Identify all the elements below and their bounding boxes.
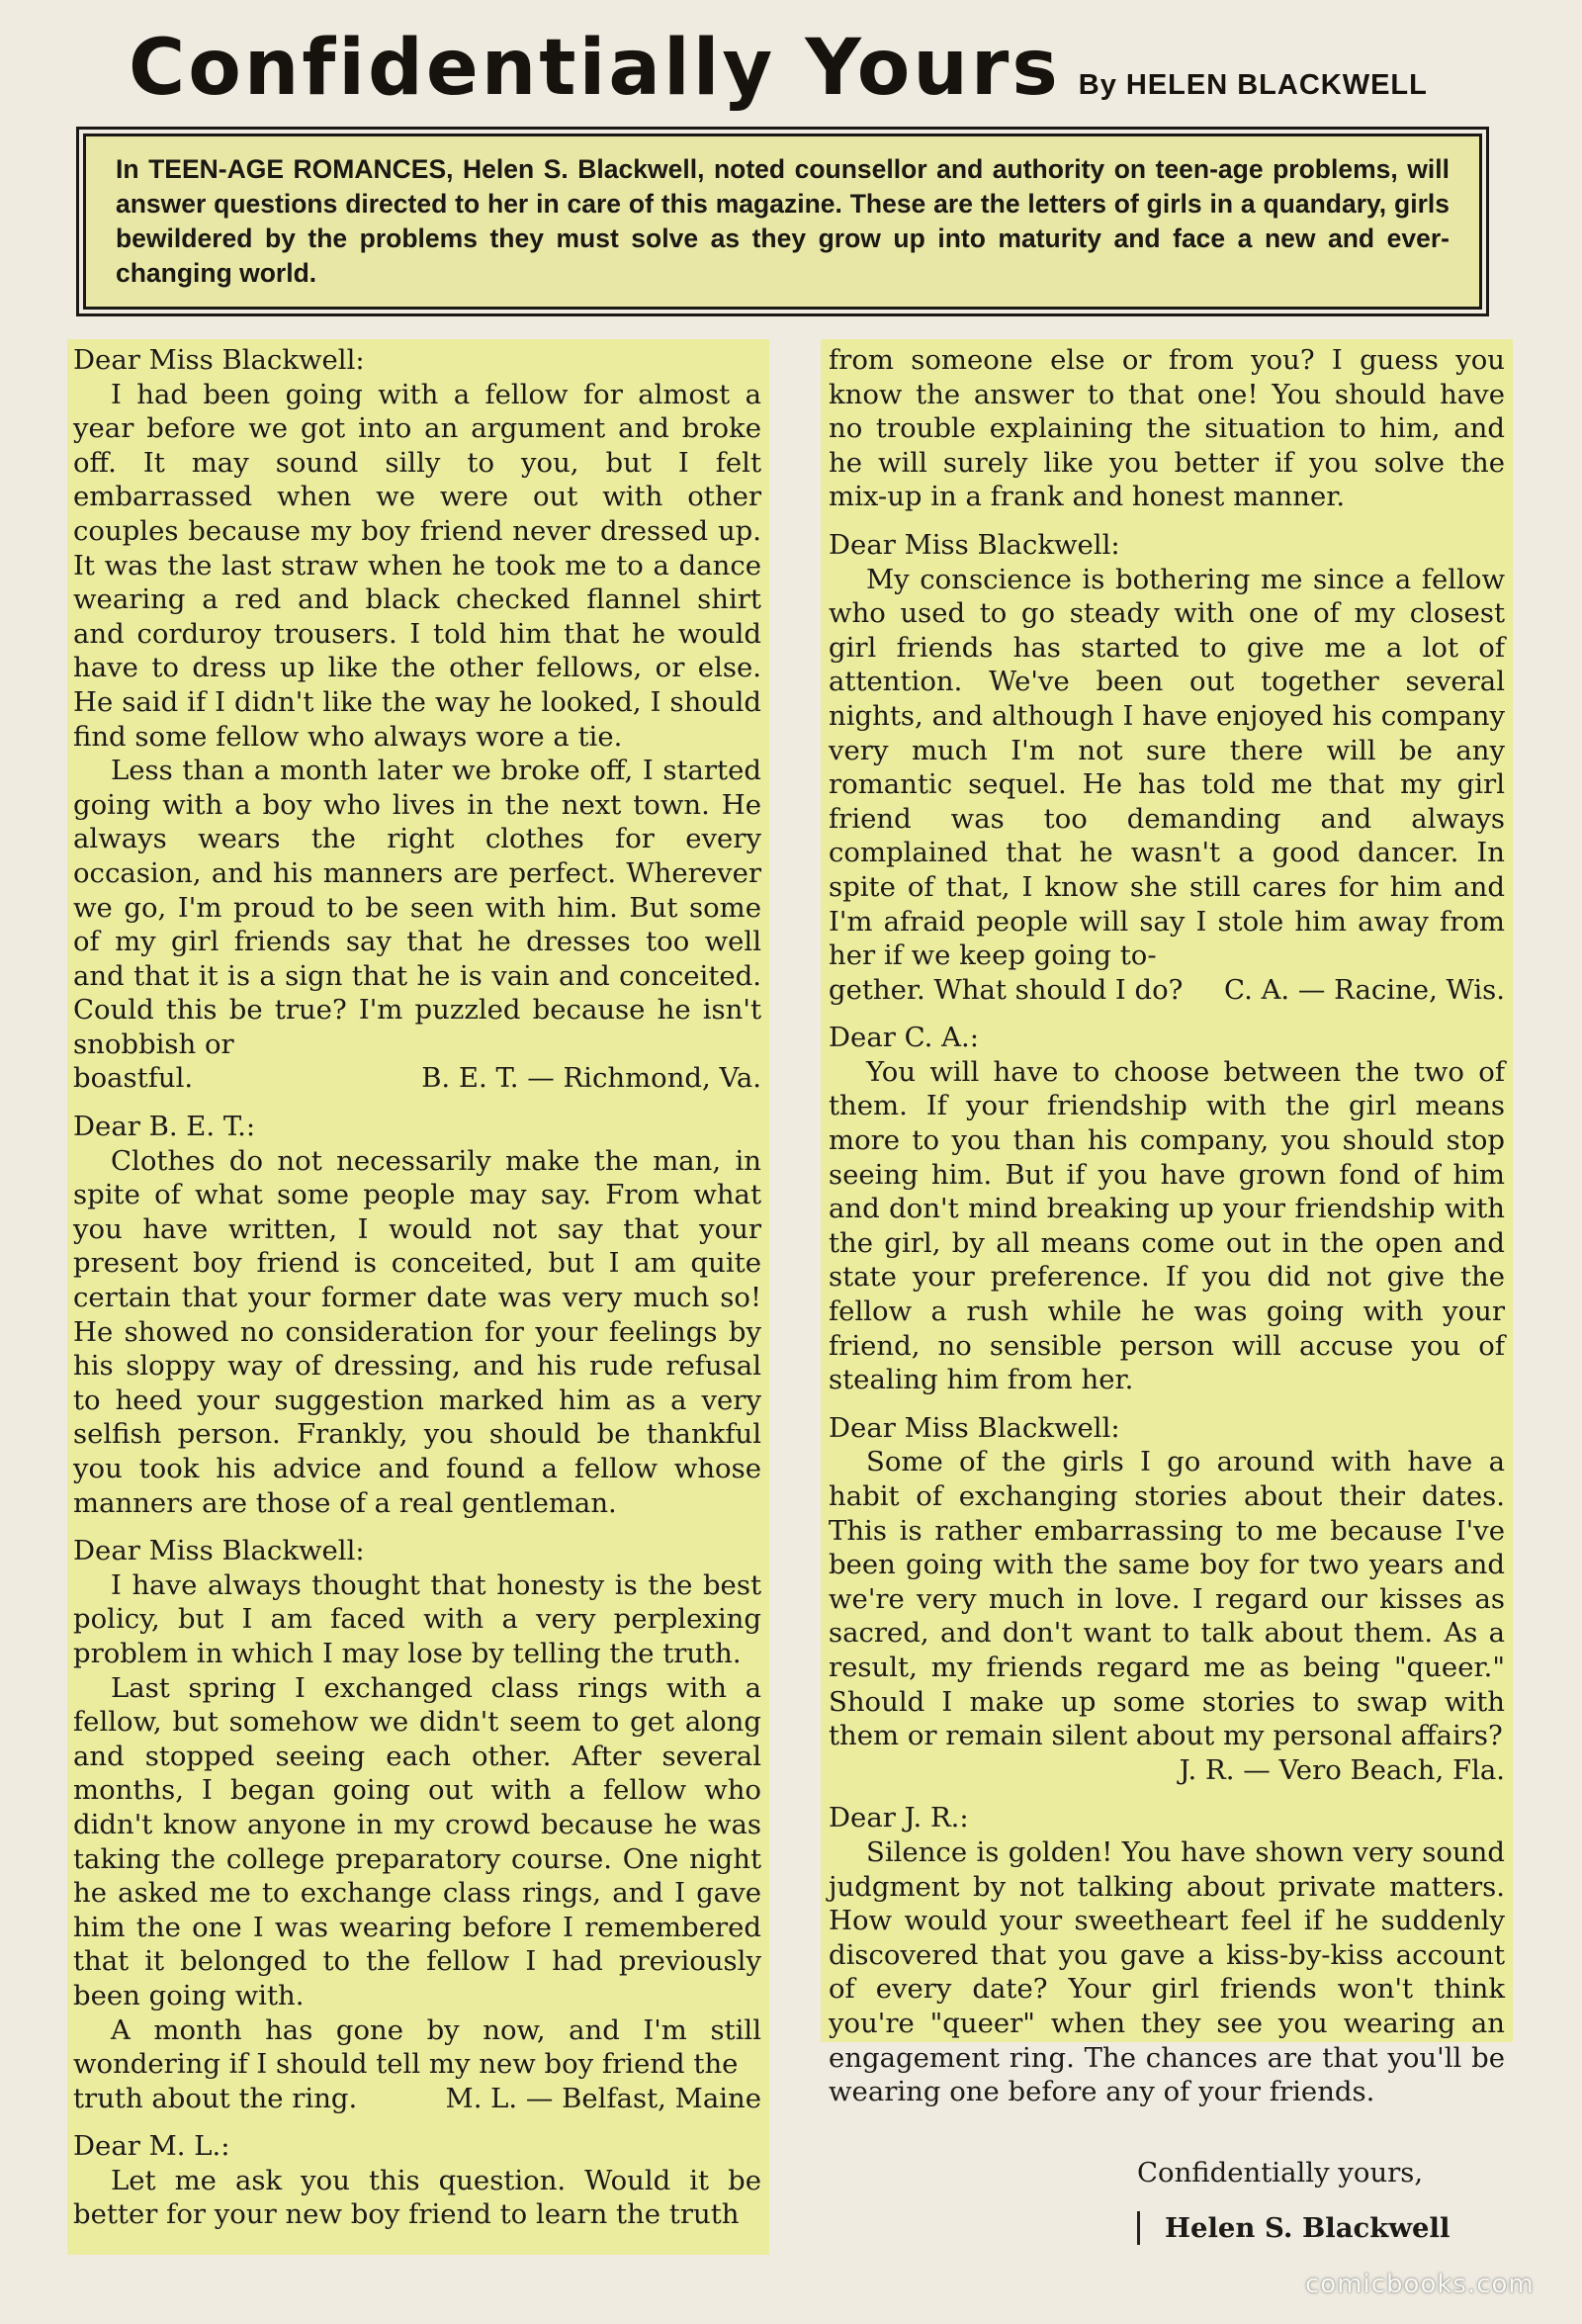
- letter-paragraph: Last spring I exchanged class rings with a fellow, but somehow we didn't seem to get along and stopped seeing each other. After several months, I began going out with a fellow who didn't know anyone in my crowd because he was taking the college preparatory course. One night he asked me to exchange class rings, and I gave him the one I was wearing before I remembered that it belonged to the fellow I had previously been going with.: [73, 1671, 761, 2011]
- letter-paragraph: A month has gone by now, and I'm still wondering if I should tell my new boy friend the: [73, 2013, 761, 2081]
- letter-paragraph: Some of the girls I go around with have a habit of exchanging stories about their dates. This is rather embarrassing to me because I've been going with the same boy for two years and we're very much in love. I regard our kisses as sacred, and don't want to talk about them. As a result, my friends regard me as being "queer." Should I make up some stories to swap with them or remain silent about my personal affairs?: [829, 1446, 1505, 1752]
- intro-box: In TEEN-AGE ROMANCES, Helen S. Blackwell, noted counsellor and authority on teen-age problems, will answer questions directed to her in care of this magazine. These are the letters of girls in a quandary, girls bewildered by the problems they must solve as they grow up into maturity and face a new and ever-changing world.: [83, 134, 1482, 310]
- letter-signature-line: [73, 2082, 761, 2116]
- salutation: Dear M. L.:: [73, 2130, 230, 2163]
- letter-paragraph: I have always thought that honesty is the best policy, but I am faced with a very perplexing problem in which I may lose by telling the truth.: [73, 1568, 761, 1669]
- letter-signature: B. E. T. — Richmond, Va.: [421, 1062, 761, 1095]
- author-signature: Helen S. Blackwell: [1137, 2211, 1483, 2245]
- byline: By HELEN BLACKWELL: [1078, 69, 1428, 101]
- letter-paragraph: Less than a month later we broke off, I started going with a boy who lives in the next town. He always wears the right clothes for every occasion, and his manners are perfect. Wherever we go, I'm proud to be seen with him. But some of my girl friends say that he dresses too well and that it is a sign that he is vain and conceited. Could this be true? I'm puzzled because he isn't snobbish or: [73, 755, 761, 1060]
- letter-signature-line: [829, 973, 1505, 1008]
- closing-line: Confidentially yours,: [1137, 2157, 1424, 2189]
- reply-paragraph-continued: from someone else or from you? I guess you know the answer to that one! You should have no trouble explaining the situation to him, and he will surely like you better if you solve the mix-up in a frank and honest manner.: [829, 344, 1505, 513]
- reply-paragraph: Clothes do not necessarily make the man, in spite of what some people may say. From what you have written, I would not say that your present boy friend is conceited, but I am quite certain that your former date was very much so! He showed no consideration for your feelings by his sloppy way of dressing, and his rude refusal to heed your suggestion marked him as a very selfish person. Frankly, you should be thankful you took his advice and found a fellow whose manners are those of a real gentleman.: [73, 1144, 761, 1519]
- reply-paragraph: Let me ask you this question. Would it be better for your new boy friend to learn the truth: [73, 2164, 761, 2231]
- letter-signature: C. A. — Racine, Wis.: [1224, 973, 1505, 1006]
- letter-signature: M. L. — Belfast, Maine: [445, 2082, 761, 2114]
- letter-signature: J. R. — Vero Beach, Fla.: [1179, 1753, 1505, 1786]
- reply-paragraph: You will have to choose between the two of them. If your friendship with the girl means more to you than his company, you should stop seeing him. But if you have grown fond of him and don't mind breaking up your friendship with the girl, by all means come out in the open and state your preference. If you did not give the fellow a rush while he was going with your friend, no sensible person will accuse you of stealing him from her.: [829, 1055, 1505, 1396]
- letter-paragraph: My conscience is bothering me since a fellow who used to go steady with one of my closest girl friends has started to give me a lot of attention. We've been out together several nights, and although I have enjoyed his company very much I'm not sure there will be any romantic sequel. He has told me that my girl friend was too demanding and always complained that he wasn't a good dancer. In spite of that, I know she still cares for him and I'm afraid people will say I stole him away from her if we keep going to-: [829, 563, 1505, 972]
- letter-closing-text: boastful.: [73, 1062, 194, 1095]
- letter-paragraph: I had been going with a fellow for almost a year before we got into an argument and broke off. It may sound silly to you, but I felt embarrassed when we were out with other couples because my boy friend never dressed up. It was the last straw when he took me to a dance wearing a red and black checked flannel shirt and corduroy trousers. I told him that he would have to dress up like the other fellows, or else. He said if I didn't like the way he looked, I should find some fellow who always wore a tie.: [73, 378, 761, 753]
- closing-block: [1137, 2156, 1483, 2245]
- letter-signature-line: [73, 1061, 761, 1096]
- right-column: [821, 339, 1513, 2108]
- salutation: Dear Miss Blackwell:: [73, 344, 365, 376]
- salutation: Dear C. A.:: [829, 1022, 980, 1054]
- article-header: [129, 24, 1493, 119]
- left-column: [67, 339, 769, 2255]
- salutation: Dear Miss Blackwell:: [73, 1535, 365, 1567]
- salutation: Dear B. E. T.:: [73, 1111, 256, 1143]
- reply-paragraph: Silence is golden! You have shown very sound judgment by not talking about private matters. How would your sweetheart feel if he suddenly discovered that you gave a kiss-by-kiss account of every date? Your girl friends won't think you're "queer" when they see you wearing an engagement ring. The chances are that you'll be wearing one before any of your friends.: [829, 1835, 1505, 2108]
- salutation: Dear J. R.:: [829, 1802, 969, 1834]
- watermark: comicbooks.com: [1305, 2270, 1535, 2299]
- letter-closing-text: gether. What should I do?: [829, 973, 1184, 1006]
- page-title: Confidentially Yours: [129, 24, 1061, 113]
- salutation: Dear Miss Blackwell:: [829, 528, 1120, 561]
- salutation: Dear Miss Blackwell:: [829, 1411, 1120, 1444]
- letter-closing-text: truth about the ring.: [73, 2082, 358, 2114]
